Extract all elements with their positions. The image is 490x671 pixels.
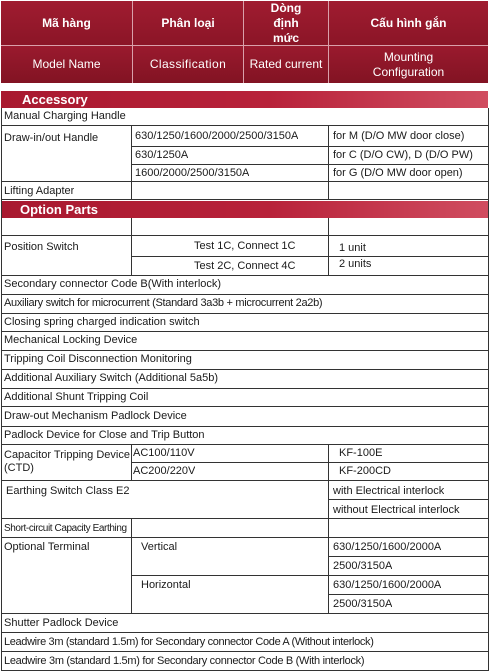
earthing-option: without Electrical interlock <box>333 504 460 516</box>
grid-line <box>1 613 489 614</box>
section-option-parts: Option Parts <box>1 201 488 218</box>
terminal-horizontal: Horizontal <box>141 579 191 591</box>
option-item: Draw-out Mechanism Padlock Device <box>4 410 187 422</box>
option-item: Auxiliary switch for microcurrent (Standard 3a3b + microcurrent 2a2b) <box>4 297 323 309</box>
grid-line <box>131 125 132 200</box>
option-item: Additional Shunt Tripping Coil <box>4 391 149 403</box>
grid-line <box>1 444 489 445</box>
header-mounting-en: Mounting Configuration <box>329 46 488 83</box>
option-item: Mechanical Locking Device <box>4 334 138 346</box>
grid-line <box>132 462 488 463</box>
grid-line <box>1 125 489 126</box>
header-classification-en: Classification <box>133 46 243 83</box>
grid-line <box>328 537 329 614</box>
grid-line <box>329 556 488 557</box>
section-accessory: Accessory <box>1 91 488 108</box>
grid-line <box>1 480 489 481</box>
leadwire-code-b: Leadwire 3m (standard 1.5m) for Secondary connector Code B (With interlock) <box>4 655 365 667</box>
grid-line <box>132 575 488 576</box>
grid-line <box>1 350 489 351</box>
grid-line <box>131 518 132 538</box>
drawin-current: 1600/2000/2500/3150A <box>135 167 250 179</box>
grid-line <box>1 537 489 538</box>
shutter-padlock: Shutter Padlock Device <box>4 617 119 629</box>
grid-line <box>1 369 489 370</box>
short-circuit-earthing: Short-circuit Capacity Earthing <box>4 523 127 534</box>
terminal-current: 630/1250/1600/2000A <box>333 541 442 553</box>
grid-line <box>488 108 489 671</box>
header-rated-vi: Dòng định mức <box>244 1 328 45</box>
option-item: Padlock Device for Close and Trip Button <box>4 429 205 441</box>
position-switch-type: Test 2C, Connect 4C <box>194 260 296 272</box>
grid-line <box>131 537 132 614</box>
grid-line <box>1 632 489 633</box>
drawin-handle-label: Draw-in/out Handle <box>4 132 99 144</box>
lifting-adapter: Lifting Adapter <box>4 185 75 197</box>
terminal-current: 2500/3150A <box>333 598 393 610</box>
grid-line <box>1 406 489 407</box>
grid-line <box>132 164 488 165</box>
header-model-en: Model Name <box>1 46 132 83</box>
terminal-vertical: Vertical <box>141 541 178 553</box>
grid-line <box>131 444 132 481</box>
position-switch-qty: 1 unit <box>339 242 366 254</box>
manual-charging-handle: Manual Charging Handle <box>4 110 126 122</box>
terminal-current: 2500/3150A <box>333 560 393 572</box>
drawin-config: for M (D/O MW door close) <box>333 130 465 142</box>
header-rated-en: Rated current <box>244 46 328 83</box>
grid-line <box>1 275 489 276</box>
grid-line <box>1 199 489 200</box>
grid-line <box>1 331 489 332</box>
grid-line <box>1 388 489 389</box>
grid-line <box>328 125 329 200</box>
option-item: Additional Auxiliary Switch (Additional 5a5b) <box>4 372 219 384</box>
grid-line <box>1 313 489 314</box>
grid-line <box>328 444 329 481</box>
grid-line <box>1 108 2 671</box>
position-switch-type: Test 1C, Connect 1C <box>194 240 296 252</box>
option-item: Tripping Coil Disconnection Monitoring <box>4 353 192 365</box>
ctd-voltage: AC100/110V <box>133 447 195 459</box>
option-item: Closing spring charged indication switch <box>4 316 200 328</box>
header-classification-vi: Phân loại <box>133 1 243 45</box>
drawin-config: for G (D/O MW door open) <box>333 167 463 179</box>
grid-line <box>329 594 488 595</box>
grid-line <box>1 235 489 236</box>
option-item: Secondary connector Code B(With interlock) <box>4 278 222 290</box>
grid-line <box>132 146 488 147</box>
header-model-vi: Mã hàng <box>1 1 132 45</box>
grid-line <box>328 218 329 276</box>
ctd-voltage: AC200/220V <box>133 465 196 477</box>
position-switch-qty: 2 units <box>339 258 372 270</box>
ctd-label: Capacitor Tripping Device (CTD) <box>4 449 130 474</box>
terminal-current: 630/1250/1600/2000A <box>333 579 442 591</box>
grid-line <box>328 518 329 538</box>
drawin-current: 630/1250/1600/2000/2500/3150A <box>135 130 299 142</box>
drawin-config: for C (D/O CW), D (D/O PW) <box>333 149 473 161</box>
grid-line <box>1 426 489 427</box>
leadwire-code-a: Leadwire 3m (standard 1.5m) for Secondary connector Code A (Without interlock) <box>4 636 374 648</box>
grid-line <box>132 256 488 257</box>
earthing-switch-label: Earthing Switch Class E2 <box>6 485 130 497</box>
grid-line <box>1 294 489 295</box>
earthing-option: with Electrical interlock <box>333 485 445 497</box>
grid-line <box>1 518 489 519</box>
position-switch-label: Position Switch <box>4 241 79 253</box>
grid-line <box>1 181 489 182</box>
header-mounting-vi: Cấu hình gắn <box>329 1 488 45</box>
grid-line <box>329 499 488 500</box>
drawin-current: 630/1250A <box>135 149 189 161</box>
grid-line <box>1 651 489 652</box>
ctd-model: KF-200CD <box>339 465 391 477</box>
grid-line <box>328 480 329 519</box>
grid-line <box>131 218 132 276</box>
ctd-model: KF-100E <box>339 447 383 459</box>
optional-terminal-label: Optional Terminal <box>4 541 90 553</box>
